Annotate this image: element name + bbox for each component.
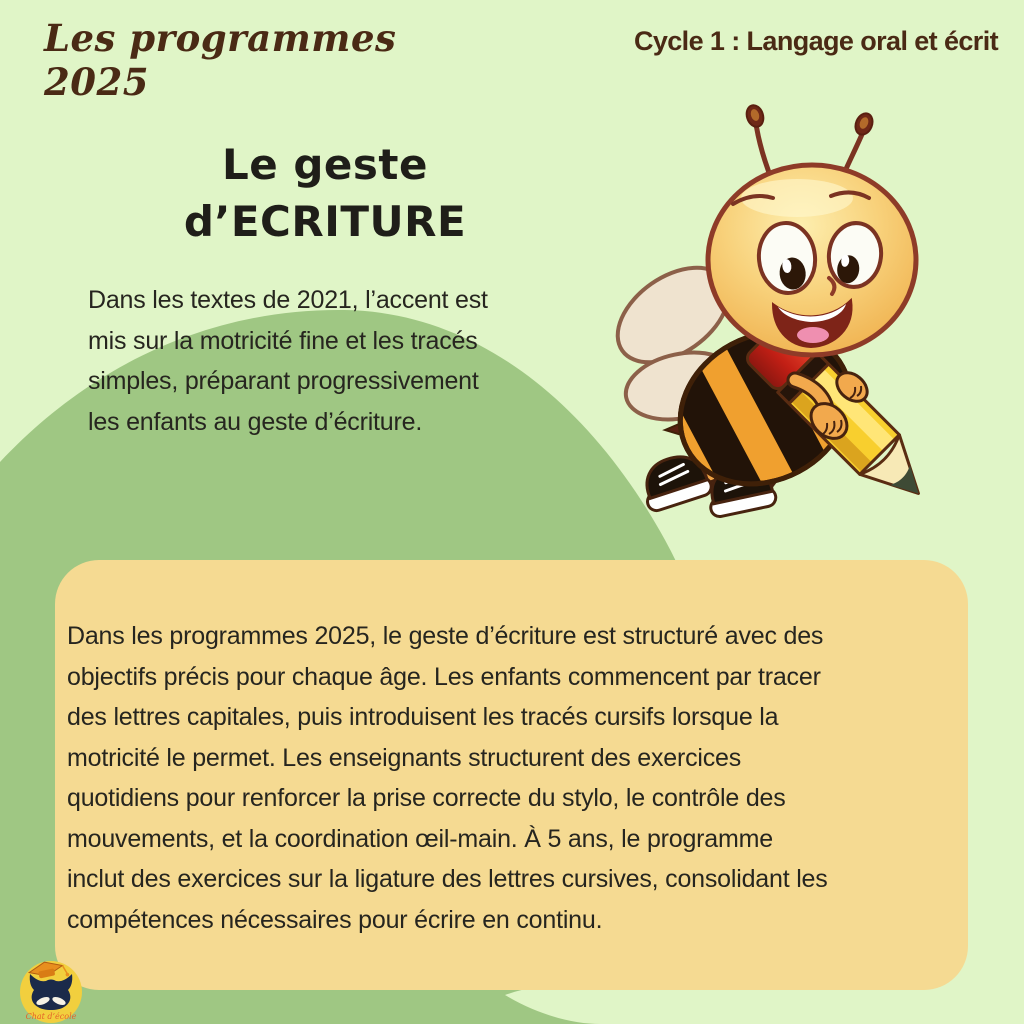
card-line: des lettres capitales, puis introduisent les tracés cursifs lorsque la: [67, 703, 779, 731]
card-line: inclut des exercices sur la ligature des lettres cursives, consolidant les: [67, 865, 828, 893]
card-line: motricité le permet. Les enseignants structurent des exercices: [67, 743, 742, 772]
intro-line: les enfants au geste d’écriture.: [88, 407, 423, 436]
intro-paragraph: [88, 280, 608, 442]
bee-head: [708, 165, 916, 355]
intro-line: Dans les textes de 2021, l’accent est: [88, 286, 488, 314]
intro-line: mis sur la motricité fine et les tracés: [88, 326, 478, 355]
intro-line: simples, préparant progressivement: [88, 367, 479, 395]
card-paragraph: [67, 616, 960, 940]
page-title-line2: d’ECRITURE: [183, 197, 467, 246]
content-card: [55, 560, 968, 990]
card-line: Dans les programmes 2025, le geste d’écriture est structuré avec des: [67, 622, 824, 650]
brand-title: Les programmes 2025: [44, 16, 397, 104]
card-line: compétences nécessaires pour écrire en continu.: [67, 905, 603, 934]
bee-mascot-illustration: [605, 88, 975, 528]
logo-text: Chat d’école: [25, 1012, 77, 1021]
card-line: objectifs précis pour chaque âge. Les enfants commencent par tracer: [67, 662, 821, 691]
page-title-line1: Le geste: [222, 140, 428, 189]
card-line: mouvements, et la coordination œil-main. À 5 ans, le programme: [67, 824, 773, 853]
page-title: [125, 136, 525, 250]
card-line: quotidiens pour renforcer la prise correcte du stylo, le contrôle des: [67, 784, 786, 812]
cycle-heading: Cycle 1 : Langage oral et écrit: [633, 26, 998, 56]
school-cat-logo: [18, 958, 86, 1024]
